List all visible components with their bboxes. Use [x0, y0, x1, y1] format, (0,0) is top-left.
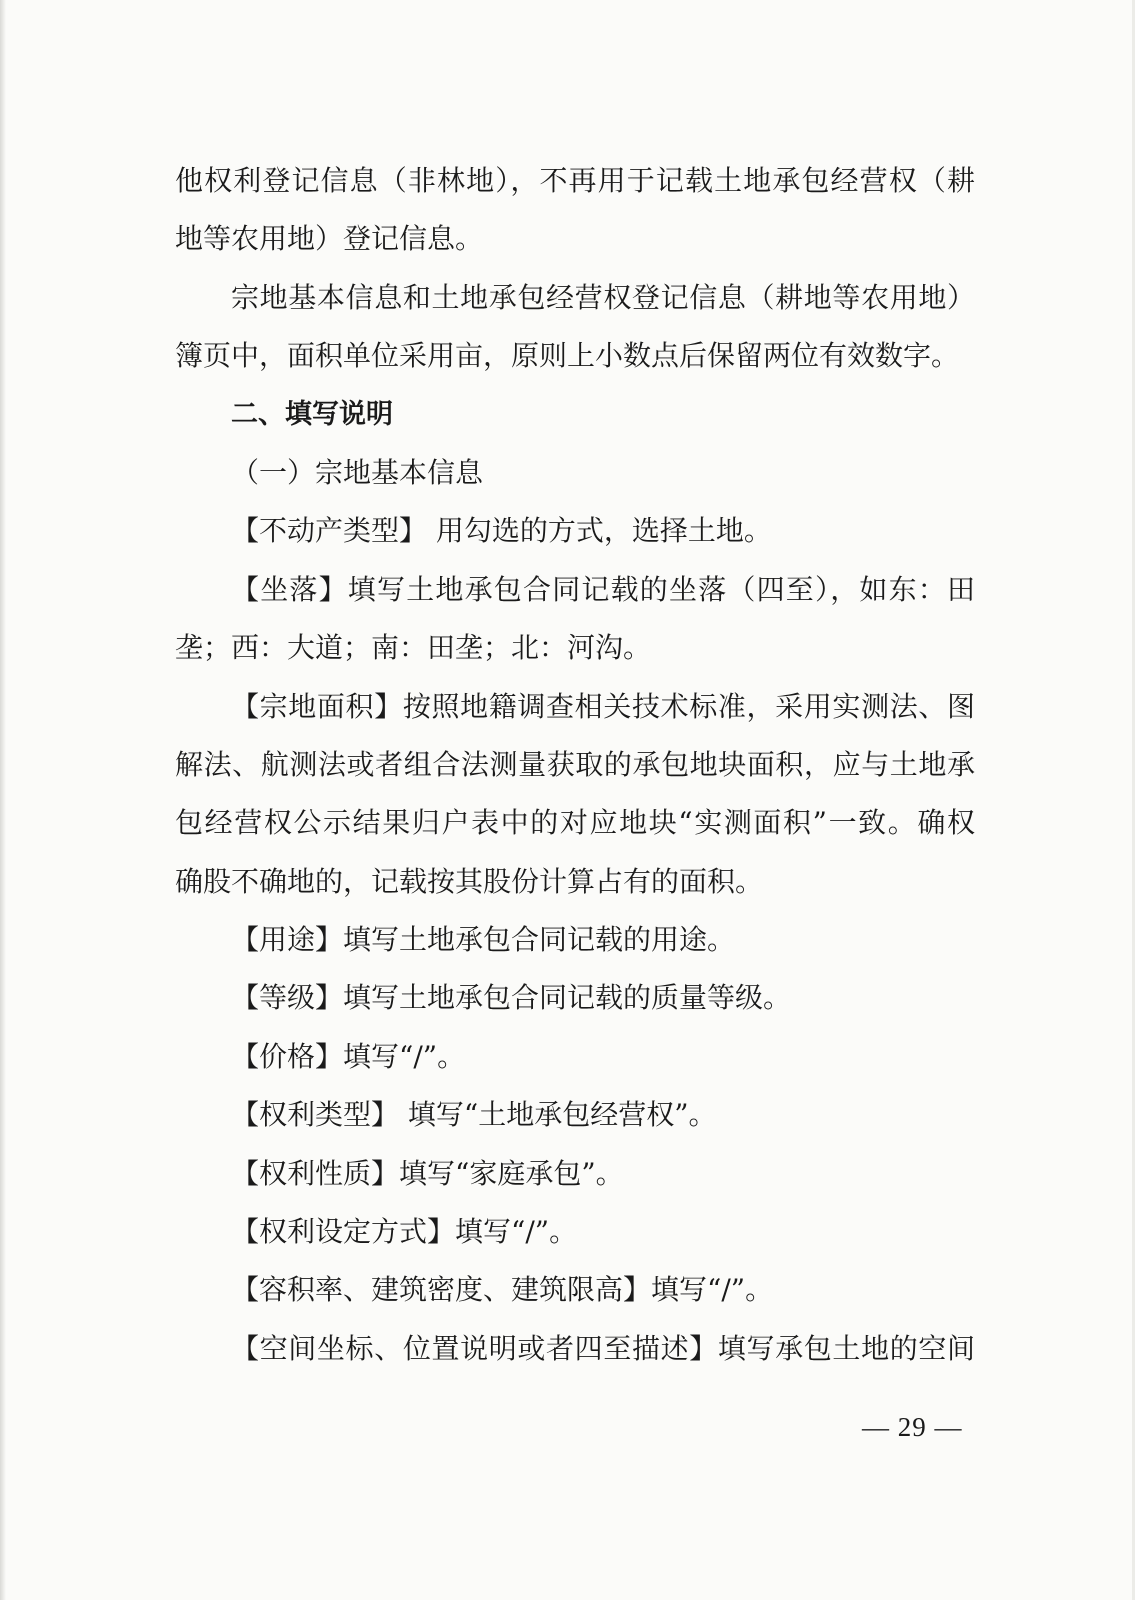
text-line: 解法、航测法或者组合法测量获取的承包地块面积，应与土地承 — [175, 747, 975, 781]
text-line: 【用途】填写土地承包合同记载的用途。 — [231, 923, 736, 957]
paragraph-building-limits — [175, 1261, 975, 1319]
paragraph-usage — [175, 911, 975, 969]
text-line: 【坐落】填写土地承包合同记载的坐落（四至），如东：田 — [231, 572, 975, 606]
document-body — [175, 152, 975, 1378]
text-line: 地等农用地）登记信息。 — [175, 222, 484, 256]
text-line: 【空间坐标、位置说明或者四至描述】填写承包土地的空间 — [231, 1331, 975, 1365]
heading-text: 二、填写说明 — [231, 398, 393, 430]
scan-edge-left — [0, 0, 6, 1600]
text-line: 【不动产类型】 用勾选的方式，选择土地。 — [231, 514, 772, 548]
text-line: 【价格】填写“/”。 — [231, 1039, 466, 1073]
text-line: 宗地基本信息和土地承包经营权登记信息（耕地等农用地） — [231, 280, 975, 314]
subsection-heading — [175, 444, 975, 502]
text-line: 确股不确地的，记载按其股份计算占有的面积。 — [175, 864, 764, 898]
paragraph-right-method — [175, 1203, 975, 1261]
text-line: 他权利登记信息（非林地），不再用于记载土地承包经营权（耕 — [175, 164, 975, 197]
paragraph-right-type — [175, 1086, 975, 1144]
text-line: 【容积率、建筑密度、建筑限高】填写“/”。 — [231, 1273, 774, 1307]
text-line: 簿页中，面积单位采用亩，原则上小数点后保留两位有效数字。 — [175, 339, 960, 373]
section-heading — [175, 386, 975, 444]
paragraph-price — [175, 1028, 975, 1086]
page-number: — 29 — — [862, 1412, 963, 1442]
subheading-text: （一）宗地基本信息 — [231, 455, 484, 489]
paragraph-right-nature — [175, 1145, 975, 1203]
paragraph-parcel-area — [175, 678, 975, 912]
text-line: 垄；西：大道；南：田垄；北：河沟。 — [175, 631, 652, 665]
paragraph-property-type — [175, 502, 975, 560]
text-line: 【权利类型】 填写“土地承包经营权”。 — [231, 1098, 717, 1132]
text-line: 包经营权公示结果归户表中的对应地块“实测面积”一致。确权 — [175, 806, 975, 840]
text-line: 【等级】填写土地承包合同记载的质量等级。 — [231, 981, 792, 1015]
text-line: 【宗地面积】按照地籍调查相关技术标准，采用实测法、图 — [231, 689, 975, 723]
paragraph-spatial-coordinates — [175, 1320, 975, 1378]
paragraph-location — [175, 561, 975, 678]
paragraph-grade — [175, 969, 975, 1027]
paragraph-continuation — [175, 152, 975, 269]
text-line: 【权利性质】填写“家庭承包”。 — [231, 1156, 624, 1190]
paragraph-area-unit — [175, 269, 975, 386]
text-line: 【权利设定方式】填写“/”。 — [231, 1215, 578, 1249]
